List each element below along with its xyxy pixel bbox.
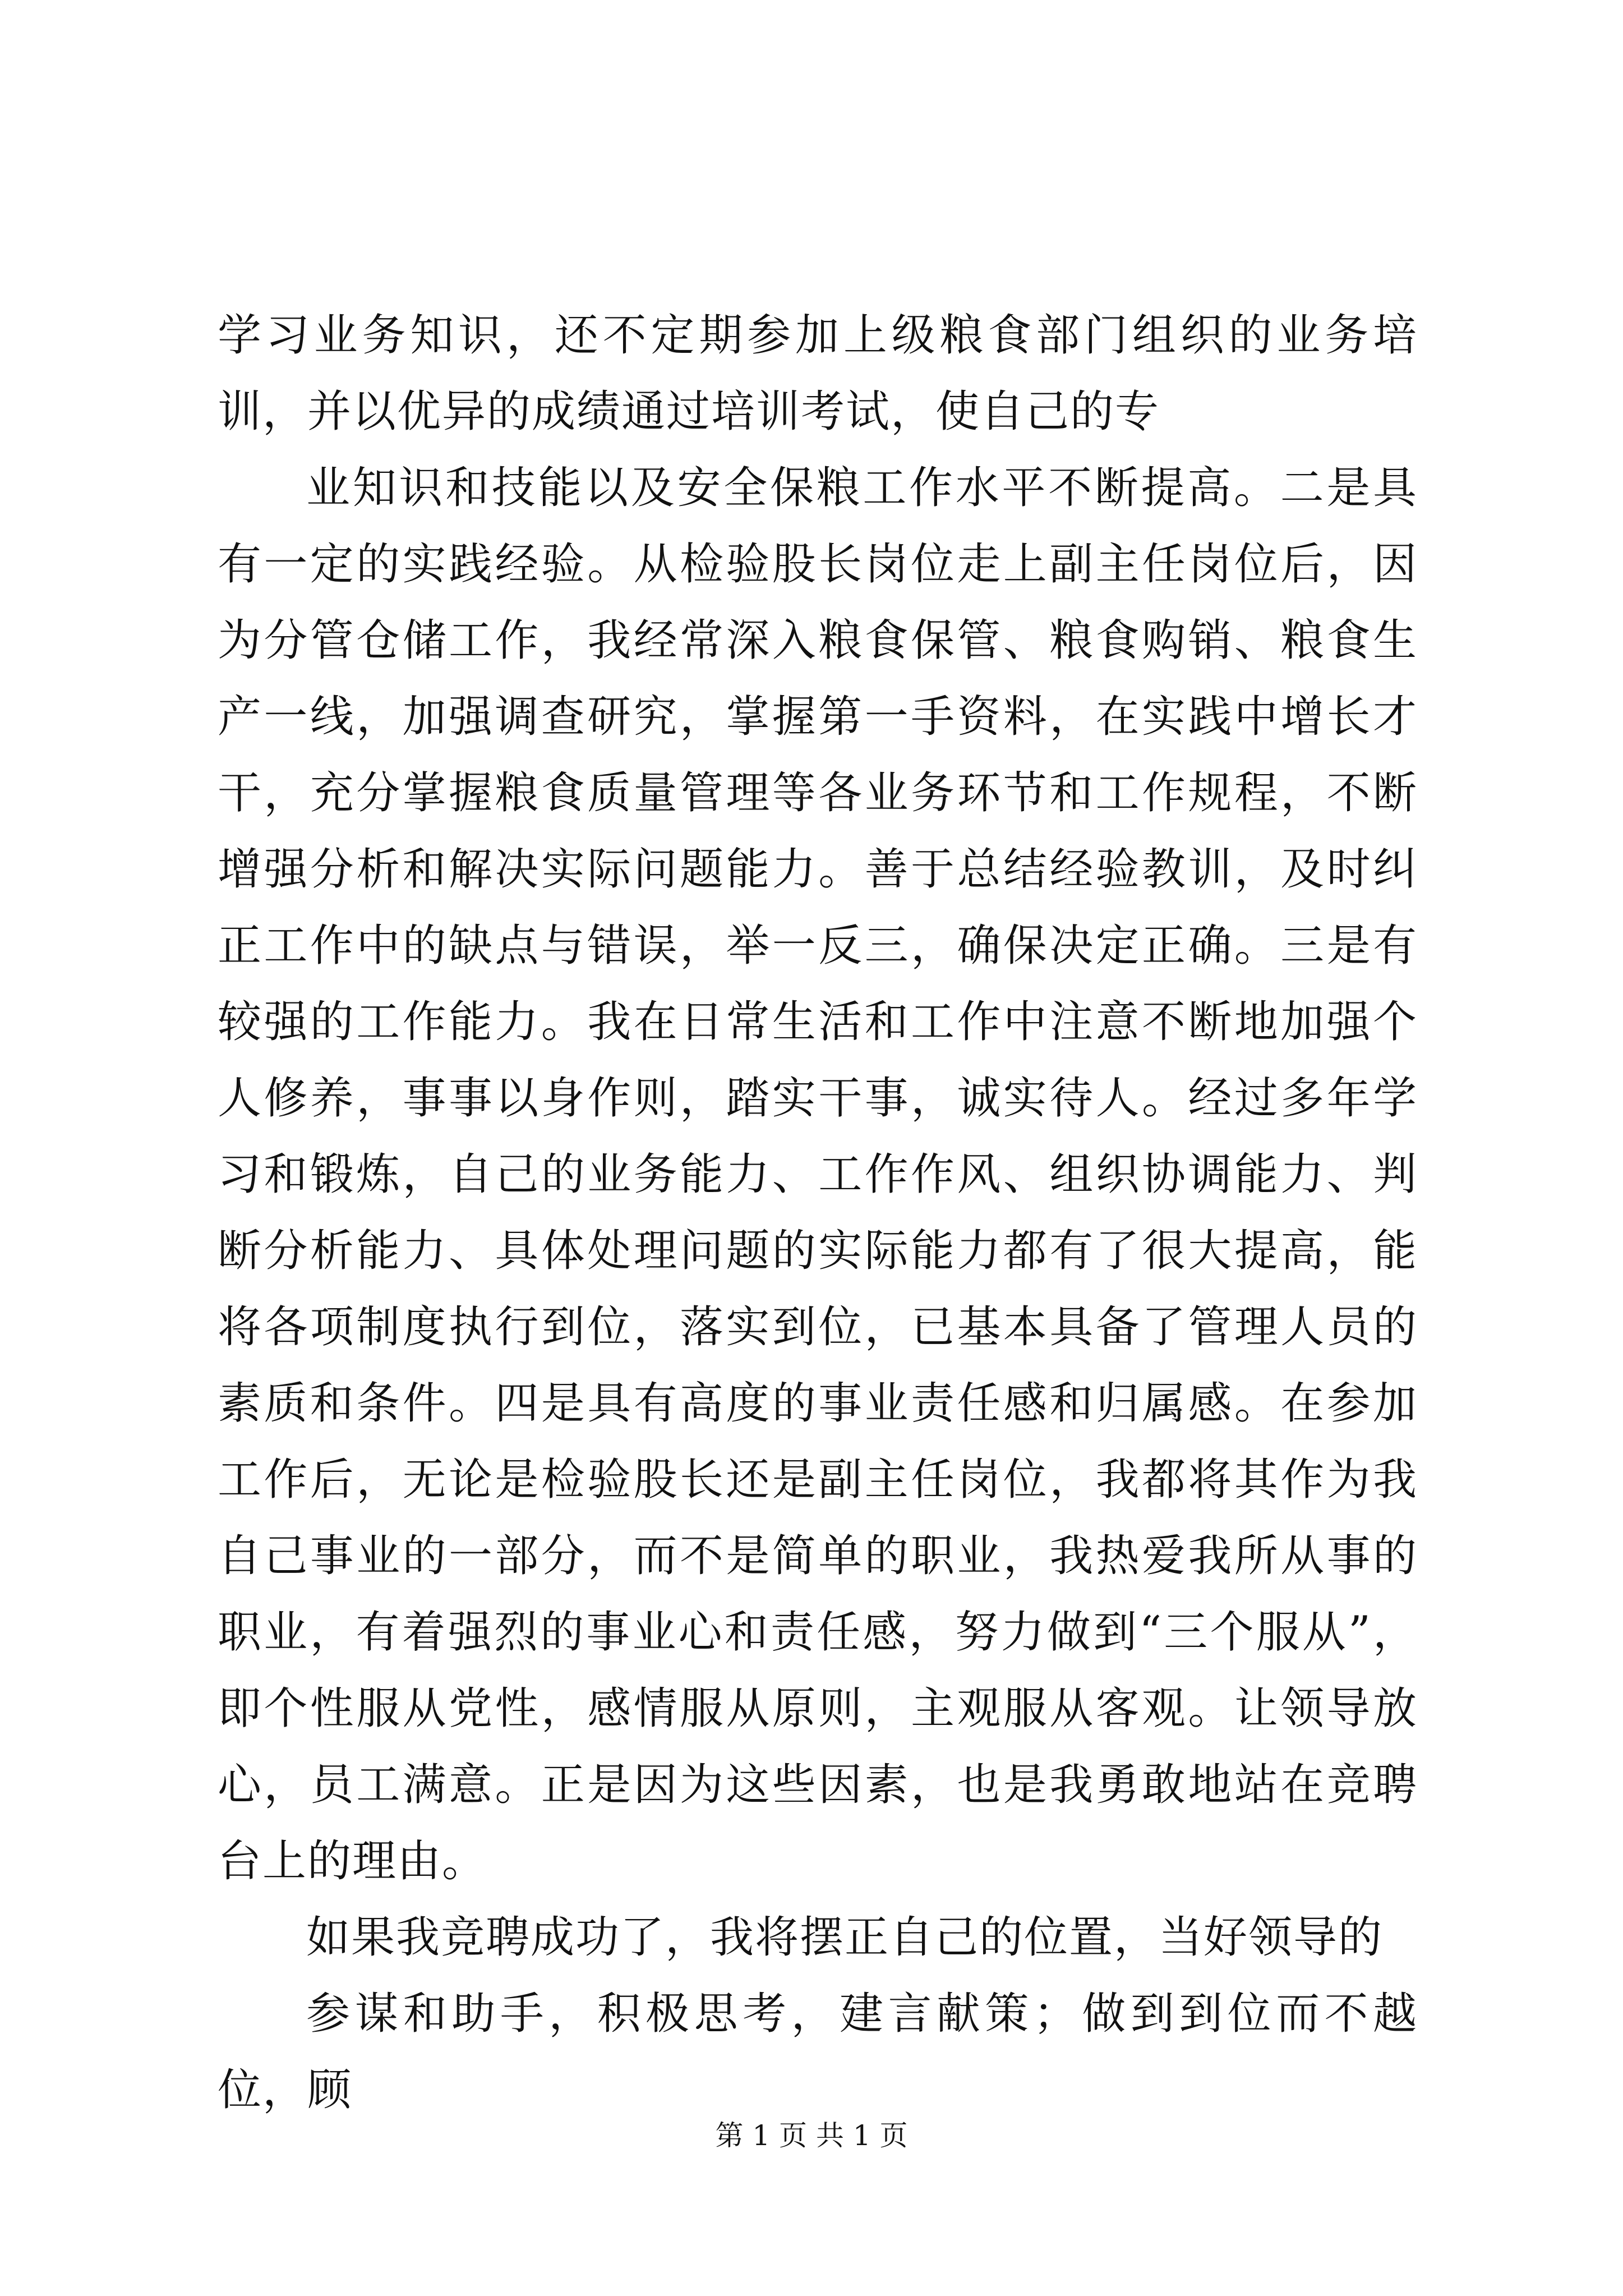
paragraph-1: 学习业务知识，还不定期参加上级粮食部门组织的业务培训，并以优异的成绩通过培训考试，使自己的专 bbox=[218, 310, 1418, 437]
document-body bbox=[218, 297, 1418, 2128]
paragraph-3: 如果我竞聘成功了，我将摆正自己的位置，当好领导的 bbox=[306, 1912, 1384, 1963]
paragraph-2: 业知识和技能以及安全保粮工作水平不断提高。二是具有一定的实践经验。从检验股长岗位走上副主任岗位后，因为分管仓储工作，我经常深入粮食保管、粮食购销、粮食生产一线，加强调查研究，掌握第一手资料，在实践中增长才干，充分掌握粮食质量管理等各业务环节和工作规程，不断增强分析和解决实际问题能力。善于总结经验教训，及时纠正工作中的缺点与错误，举一反三，确保决定正确。三是有较强的工作能力。我在日常生活和工作中注意不断地加强个人修养，事事以身作则，踏实干事，诚实待人。经过多年学习和锻炼，自己的业务能力、工作作风、组织协调能力、判断分析能力、具体处理问题的实际能力都有了很大提高，能将各项制度执行到位，落实到位，已基本具备了管理人员的素质和条件。四是具有高度的事业责任感和归属感。在参加工作后，无论是检验股长还是副主任岗位，我都将其作为我自己事业的一部分，而不是简单的职业，我热爱我所从事的职业，有着强烈的事业心和责任感，努力做到“三个服从”，即个性服从党性，感情服从原则，主观服从客观。让领导放心，员工满意。正是因为这些因素，也是我勇敢地站在竞聘台上的理由。 bbox=[218, 463, 1418, 1887]
page-number-footer: 第 1 页 共 1 页 bbox=[715, 2119, 908, 2152]
paragraph-4: 参谋和助手，积极思考，建言献策；做到到位而不越位，顾 bbox=[218, 1989, 1418, 2115]
